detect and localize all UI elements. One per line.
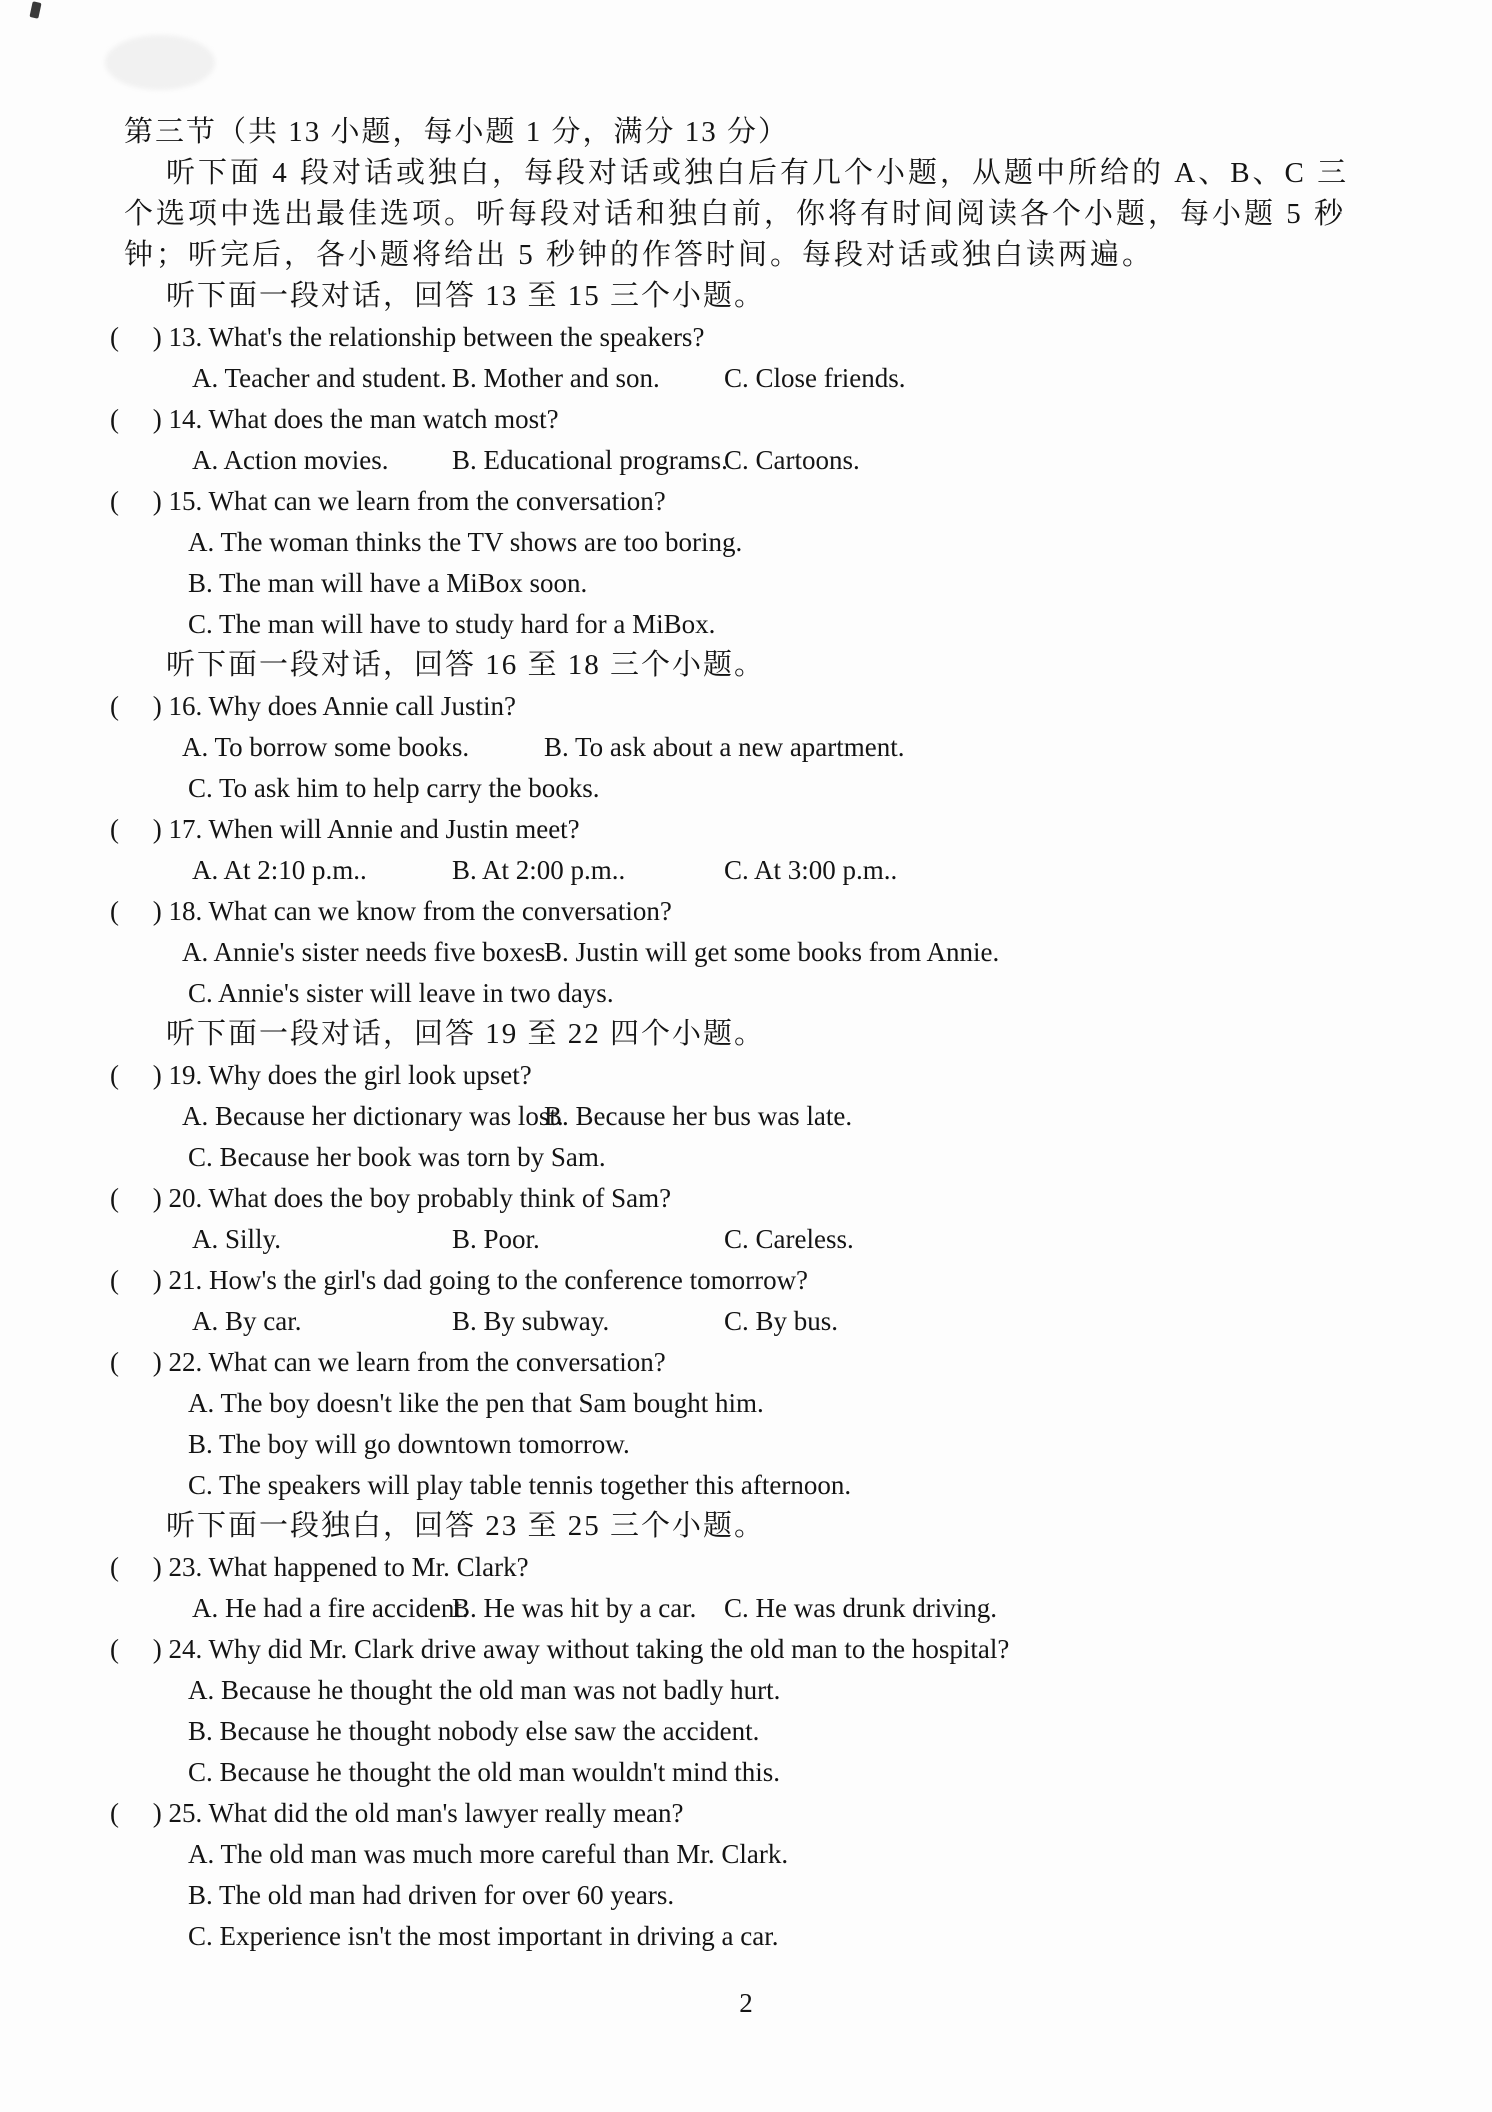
option-18-c: C. Annie's sister will leave in two days.	[188, 978, 614, 1008]
options-16-ab	[182, 727, 1492, 768]
options-18-ab	[182, 932, 1492, 973]
document-content	[0, 112, 1492, 1957]
question-23: ( ) 23. What happened to Mr. Clark?	[110, 1552, 529, 1582]
options-17-a: A. At 2:10 p.m..	[192, 855, 367, 885]
listening-intro-23-25: 听下面一段独白，回答 23 至 25 三个小题。	[166, 1510, 766, 1542]
option-25-c: C. Experience isn't the most important in driving a car.	[188, 1921, 779, 1951]
options-17-c: C. At 3:00 p.m..	[724, 855, 898, 885]
options-13-a: A. Teacher and student.	[192, 363, 447, 393]
question-21: ( ) 21. How's the girl's dad going to the conference tomorrow?	[110, 1265, 809, 1295]
options-16-ab-b: B. To ask about a new apartment.	[544, 732, 905, 762]
options-13-c: C. Close friends.	[724, 363, 906, 393]
listening-intro-13-15: 听下面一段对话，回答 13 至 15 三个小题。	[166, 280, 766, 312]
options-17-b: B. At 2:00 p.m..	[452, 855, 626, 885]
option-15-a: A. The woman thinks the TV shows are too boring.	[188, 527, 743, 557]
option-15-c: C. The man will have to study hard for a MiBox.	[188, 609, 716, 639]
options-23	[192, 1588, 1492, 1629]
options-21-b: B. By subway.	[452, 1306, 610, 1336]
option-22-a: A. The boy doesn't like the pen that Sam bought him.	[188, 1388, 764, 1418]
option-25-a: A. The old man was much more careful than Mr. Clark.	[188, 1839, 789, 1869]
question-16: ( ) 16. Why does Annie call Justin?	[110, 691, 516, 721]
question-13: ( ) 13. What's the relationship between the speakers?	[110, 322, 705, 352]
options-18-ab-a: A. Annie's sister needs five boxes.	[182, 937, 553, 967]
option-19-c: C. Because her book was torn by Sam.	[188, 1142, 606, 1172]
options-23-b: B. He was hit by a car.	[452, 1593, 697, 1623]
instructions-line-2: 个选项中选出最佳选项。听每段对话和独白前，你将有时间阅读各个小题，每小题 5 秒	[124, 198, 1347, 230]
question-14: ( ) 14. What does the man watch most?	[110, 404, 559, 434]
options-21-a: A. By car.	[192, 1306, 302, 1336]
question-17: ( ) 17. When will Annie and Justin meet?	[110, 814, 580, 844]
options-20	[192, 1219, 1492, 1260]
options-14-c: C. Cartoons.	[724, 445, 860, 475]
options-14-a: A. Action movies.	[192, 445, 389, 475]
option-15-b: B. The man will have a MiBox soon.	[188, 568, 588, 598]
scan-artifact-mark	[29, 1, 41, 19]
instructions-line-1: 听下面 4 段对话或独白，每段对话或独白后有几个小题，从题中所给的 A、B、C 三	[166, 157, 1350, 189]
instructions-line-3: 钟；听完后，各小题将给出 5 秒钟的作答时间。每段对话或独白读两遍。	[124, 239, 1155, 271]
options-14	[192, 440, 1492, 481]
option-24-c: C. Because he thought the old man wouldn't mind this.	[188, 1757, 781, 1787]
question-25: ( ) 25. What did the old man's lawyer really mean?	[110, 1798, 684, 1828]
option-24-a: A. Because he thought the old man was not badly hurt.	[188, 1675, 781, 1705]
option-22-b: B. The boy will go downtown tomorrow.	[188, 1429, 630, 1459]
scan-smudge	[105, 35, 215, 90]
section-title: 第三节（共 13 小题，每小题 1 分，满分 13 分）	[124, 116, 790, 148]
options-17	[192, 850, 1492, 891]
options-19-ab	[182, 1096, 1492, 1137]
options-19-ab-b: B. Because her bus was late.	[544, 1101, 853, 1131]
options-18-ab-b: B. Justin will get some books from Annie.	[544, 937, 1000, 967]
options-20-a: A. Silly.	[192, 1224, 282, 1254]
options-16-ab-a: A. To borrow some books.	[182, 732, 470, 762]
options-20-b: B. Poor.	[452, 1224, 540, 1254]
listening-intro-19-22: 听下面一段对话，回答 19 至 22 四个小题。	[166, 1018, 766, 1050]
question-22: ( ) 22. What can we learn from the conversation?	[110, 1347, 666, 1377]
options-20-c: C. Careless.	[724, 1224, 854, 1254]
options-21-c: C. By bus.	[724, 1306, 839, 1336]
option-22-c: C. The speakers will play table tennis together this afternoon.	[188, 1470, 852, 1500]
page-number: 2	[739, 1988, 753, 2018]
option-25-b: B. The old man had driven for over 60 years.	[188, 1880, 675, 1910]
question-20: ( ) 20. What does the boy probably think of Sam?	[110, 1183, 672, 1213]
question-18: ( ) 18. What can we know from the conversation?	[110, 896, 672, 926]
options-21	[192, 1301, 1492, 1342]
options-13	[192, 358, 1492, 399]
options-23-a: A. He had a fire accident.	[192, 1593, 469, 1623]
listening-intro-16-18: 听下面一段对话，回答 16 至 18 三个小题。	[166, 649, 766, 681]
question-19: ( ) 19. Why does the girl look upset?	[110, 1060, 532, 1090]
options-14-b: B. Educational programs.	[452, 445, 728, 475]
option-24-b: B. Because he thought nobody else saw the accident.	[188, 1716, 760, 1746]
options-19-ab-a: A. Because her dictionary was lost.	[182, 1101, 564, 1131]
options-23-c: C. He was drunk driving.	[724, 1593, 997, 1623]
question-15: ( ) 15. What can we learn from the conversation?	[110, 486, 666, 516]
options-13-b: B. Mother and son.	[452, 363, 660, 393]
question-24: ( ) 24. Why did Mr. Clark drive away without taking the old man to the hospital?	[110, 1634, 1010, 1664]
option-16-c: C. To ask him to help carry the books.	[188, 773, 600, 803]
